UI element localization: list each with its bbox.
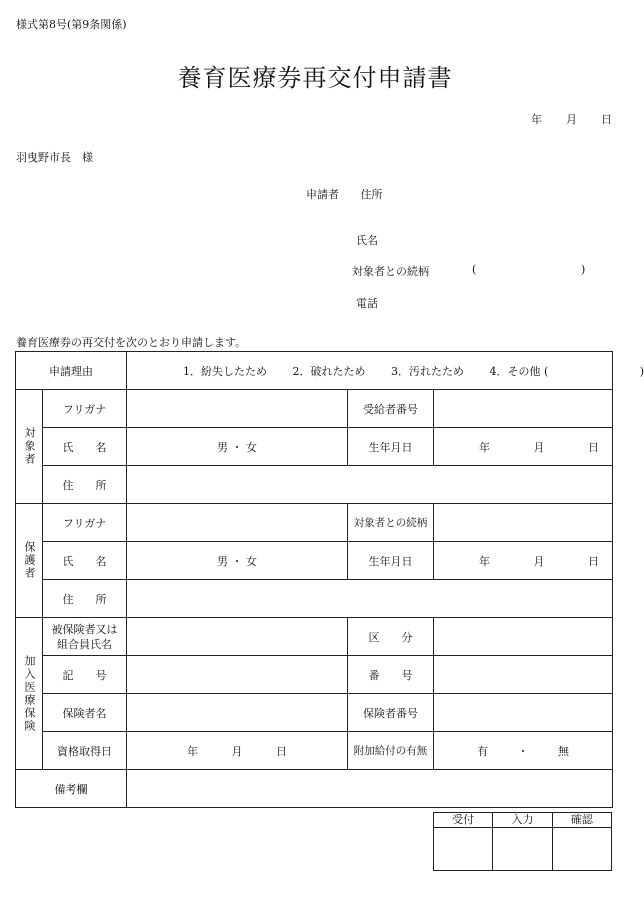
reason-option-other[interactable]: 4．その他 ( bbox=[489, 364, 549, 378]
guardian-birth-day: 日 bbox=[588, 554, 600, 568]
guardian-relation-label: 対象者との続柄 bbox=[348, 504, 434, 542]
remarks-label: 備考欄 bbox=[16, 770, 127, 808]
subject-birth-day: 日 bbox=[588, 440, 600, 454]
guardian-name-row bbox=[16, 542, 613, 580]
insurer-name-field[interactable] bbox=[127, 694, 348, 732]
insurer-row bbox=[16, 694, 613, 732]
reason-option-torn[interactable]: 2．破れたため bbox=[292, 364, 366, 378]
symbol-row bbox=[16, 656, 613, 694]
applicant-name-label: 氏名 bbox=[356, 234, 378, 247]
guardian-furigana-row bbox=[16, 504, 613, 542]
insured-name-row bbox=[16, 618, 613, 656]
subject-gender[interactable]: 男 ・ 女 bbox=[217, 440, 257, 454]
subject-name-label: 氏 名 bbox=[43, 428, 127, 466]
guardian-section-label: 保護者 bbox=[16, 504, 43, 618]
relation-close-paren: ) bbox=[581, 263, 586, 276]
input-stamp-box bbox=[493, 828, 552, 871]
insurance-section-label: 加入医療保険 bbox=[16, 618, 43, 770]
number-label: 番 号 bbox=[348, 656, 434, 694]
insurer-number-field[interactable] bbox=[434, 694, 613, 732]
applicant-label: 申請者 bbox=[306, 188, 339, 201]
guardian-furigana-field[interactable] bbox=[127, 504, 348, 542]
subject-furigana-field[interactable] bbox=[127, 390, 348, 428]
symbol-label: 記 号 bbox=[43, 656, 127, 694]
symbol-field[interactable] bbox=[127, 656, 348, 694]
number-field[interactable] bbox=[434, 656, 613, 694]
subject-birth-year: 年 bbox=[479, 440, 491, 454]
insured-name-label-line1: 被保険者又は bbox=[51, 622, 118, 636]
date-month-label: 月 bbox=[566, 113, 577, 126]
reason-other-close: ) bbox=[639, 364, 644, 378]
acquired-year: 年 bbox=[187, 744, 198, 758]
reason-option-lost[interactable]: 1．紛失したため bbox=[182, 364, 267, 378]
guardian-address-label: 住 所 bbox=[43, 580, 127, 618]
guardian-name-field[interactable] bbox=[127, 542, 348, 580]
intro-text: 養育医療券の再交付を次のとおり申請します。 bbox=[16, 336, 247, 349]
subject-birth-label: 生年月日 bbox=[348, 428, 434, 466]
benefit-separator: ・ bbox=[517, 744, 529, 758]
acquired-month: 月 bbox=[231, 744, 243, 758]
subject-name-field[interactable] bbox=[127, 428, 348, 466]
insured-name-label bbox=[43, 618, 127, 656]
confirmed-label: 確認 bbox=[552, 813, 611, 828]
guardian-furigana-label: フリガナ bbox=[43, 504, 127, 542]
subject-birth-month: 月 bbox=[533, 440, 545, 454]
category-field[interactable] bbox=[434, 618, 613, 656]
confirmed-stamp-box bbox=[552, 828, 611, 871]
relation-open-paren: ( bbox=[472, 263, 477, 276]
subject-address-field[interactable] bbox=[127, 466, 613, 504]
guardian-name-label: 氏 名 bbox=[43, 542, 127, 580]
acquired-date-field[interactable] bbox=[127, 732, 348, 770]
date-day-label: 日 bbox=[601, 113, 612, 126]
date-year-label: 年 bbox=[531, 113, 542, 126]
guardian-address-row bbox=[16, 580, 613, 618]
received-stamp-box bbox=[434, 828, 493, 871]
insurer-number-label: 保険者番号 bbox=[348, 694, 434, 732]
subject-section-label: 対象者 bbox=[16, 390, 43, 504]
acquired-date-label: 資格取得日 bbox=[43, 732, 127, 770]
insurer-name-label: 保険者名 bbox=[43, 694, 127, 732]
insured-name-label-line2: 組合員氏名 bbox=[57, 637, 112, 651]
category-label: 区 分 bbox=[348, 618, 434, 656]
subject-furigana-label: フリガナ bbox=[43, 390, 127, 428]
benefit-field[interactable] bbox=[434, 732, 613, 770]
applicant-relation-label: 対象者との続柄 bbox=[352, 265, 429, 278]
guardian-birth-month: 月 bbox=[533, 554, 545, 568]
subject-birth-field[interactable] bbox=[434, 428, 613, 466]
guardian-birth-year: 年 bbox=[479, 554, 491, 568]
remarks-field[interactable] bbox=[127, 770, 613, 808]
received-label: 受付 bbox=[434, 813, 493, 828]
recipient-number-field[interactable] bbox=[434, 390, 613, 428]
application-table bbox=[15, 351, 644, 808]
applicant-phone-label: 電話 bbox=[356, 297, 378, 310]
office-use-stamp-row bbox=[434, 828, 612, 871]
remarks-row bbox=[16, 770, 613, 808]
guardian-birth-field[interactable] bbox=[434, 542, 613, 580]
reason-options[interactable] bbox=[127, 352, 644, 390]
guardian-gender[interactable]: 男 ・ 女 bbox=[217, 554, 257, 568]
office-use-table bbox=[433, 812, 612, 871]
input-label: 入力 bbox=[493, 813, 552, 828]
office-use-header bbox=[434, 813, 612, 828]
acquired-row bbox=[16, 732, 613, 770]
guardian-relation-field[interactable] bbox=[434, 504, 613, 542]
benefit-no[interactable]: 無 bbox=[558, 744, 570, 758]
subject-address-row bbox=[16, 466, 613, 504]
recipient-number-label: 受給者番号 bbox=[348, 390, 434, 428]
acquired-day: 日 bbox=[276, 744, 287, 758]
reason-label: 申請理由 bbox=[16, 352, 127, 390]
subject-name-row bbox=[16, 428, 613, 466]
subject-furigana-row bbox=[16, 390, 613, 428]
page-title: 養育医療券再交付申請書 bbox=[177, 64, 453, 92]
benefit-label: 附加給付の有無 bbox=[348, 732, 434, 770]
subject-address-label: 住 所 bbox=[43, 466, 127, 504]
insured-name-field[interactable] bbox=[127, 618, 348, 656]
applicant-relation-row bbox=[352, 263, 592, 279]
benefit-yes[interactable]: 有 bbox=[477, 744, 489, 758]
reason-row bbox=[16, 352, 613, 390]
guardian-address-field[interactable] bbox=[127, 580, 613, 618]
applicant-address-label: 住所 bbox=[360, 188, 383, 201]
form-number: 様式第8号(第9条関係) bbox=[16, 18, 127, 31]
application-date bbox=[531, 111, 612, 127]
guardian-birth-label: 生年月日 bbox=[348, 542, 434, 580]
addressee: 羽曳野市長 様 bbox=[16, 151, 93, 164]
applicant-block bbox=[306, 186, 383, 202]
reason-option-dirty[interactable]: 3．汚れたため bbox=[390, 364, 464, 378]
